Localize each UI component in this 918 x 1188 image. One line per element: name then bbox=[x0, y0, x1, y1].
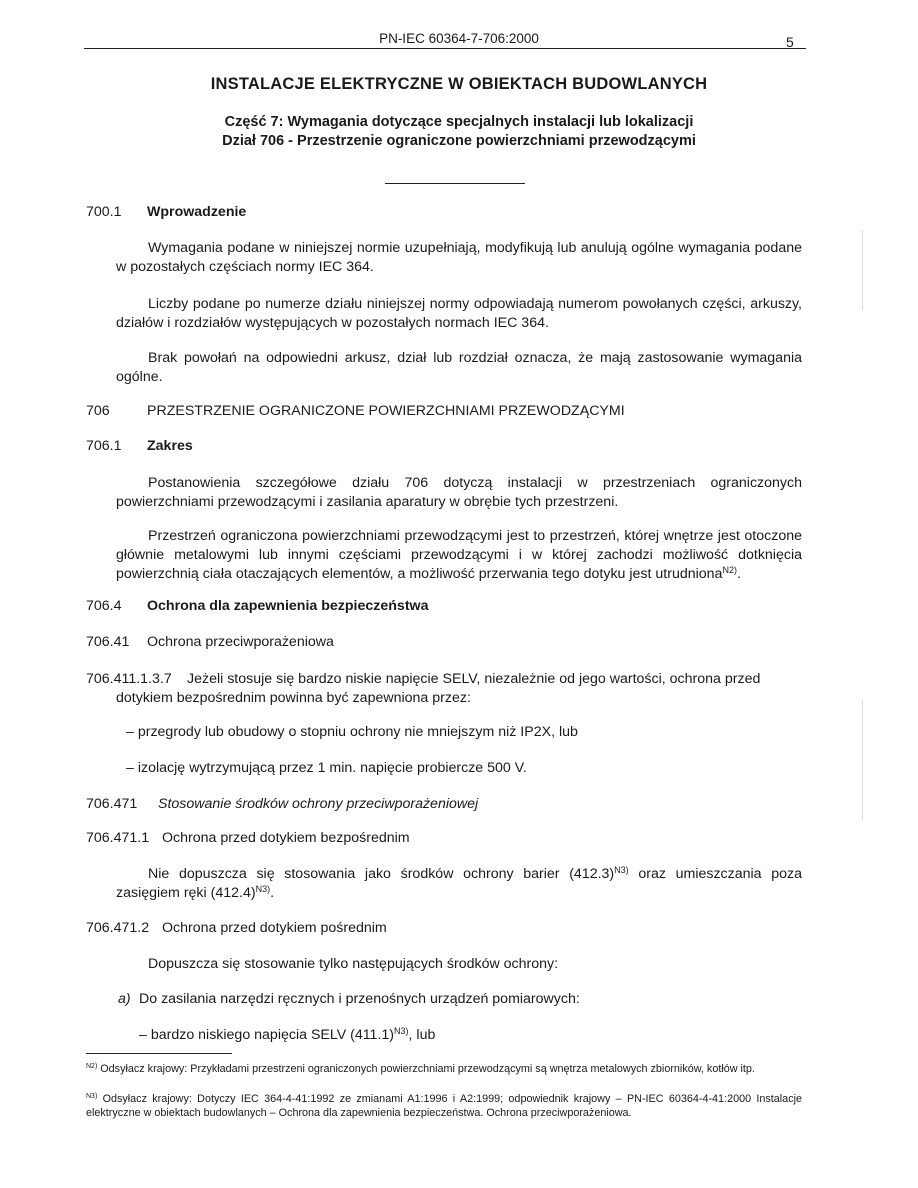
section-heading: Ochrona przed dotykiem bezpośrednim bbox=[162, 830, 410, 846]
document-title: INSTALACJE ELEKTRYCZNE W OBIEKTACH BUDOWLANYCH bbox=[210, 75, 708, 93]
footnote-mark: N2) bbox=[86, 1063, 98, 1070]
section-number: 706 bbox=[86, 403, 110, 419]
footnote: $^{N3)}$ Odsyłacz krajowy: Dotyczy IEC 364-4-41:1992 ze zmianami A1:1996 i A2:1999; odpowiednik krajowy – PN-IEC 60364-4-41:2000 Instalacje elektryczne w obiektach budowlanych – Ochrona dla zapewnienia bezpieczeństwa. Ochrona przeciwporażeniowa. bbox=[86, 1093, 802, 1119]
section-heading: PRZESTRZENIE OGRANICZONE POWIERZCHNIAMI PRZEWODZĄCYMI bbox=[147, 403, 625, 419]
clause-text-line2: dotykiem bezpośrednim powinna być zapewniona przez: bbox=[116, 690, 471, 706]
section-heading: Ochrona przeciwporażeniowa bbox=[147, 634, 334, 650]
list-item: – przegrody lub obudowy o stopniu ochrony nie mniejszym niż IP2X, lub bbox=[126, 724, 578, 740]
subtitle-section: Dział 706 - Przestrzenie ograniczone powierzchniami przewodzącymi bbox=[222, 133, 696, 149]
section-heading: Ochrona przed dotykiem pośrednim bbox=[162, 920, 387, 936]
section-number: 706.4 bbox=[86, 598, 122, 614]
list-item: – bardzo niskiego napięcia SELV $(411.1)^{N3)}$, lub bbox=[139, 1026, 436, 1043]
paragraph: Liczby podane po numerze działu niniejszej normy odpowiadają numerom powołanych części, arkuszy, działów i rozdziałów występujących w pozostałych normach IEC 364. bbox=[116, 296, 802, 331]
footnote: $^{N2)}$ Odsyłacz krajowy: Przykładami przestrzeni ograniczonych powierzchniami przewodzącymi są wnętrza metalowych zbiorników, kotłów itp. bbox=[86, 1063, 755, 1075]
paragraph: Dopuszcza się stosowanie tylko następujących środków ochrony: bbox=[148, 956, 559, 972]
section-heading: Ochrona dla zapewnienia bezpieczeństwa bbox=[147, 598, 429, 614]
section-heading: Zakres bbox=[147, 438, 193, 454]
section-number: 706.411.1.3.7 bbox=[86, 671, 172, 687]
footnote-ref[interactable]: N3) bbox=[394, 1026, 409, 1036]
paragraph: Brak powołań na odpowiedni arkusz, dział lub rozdział oznacza, że mają zastosowanie wymagania ogólne. bbox=[116, 350, 802, 385]
footnote-ref[interactable]: N2) bbox=[722, 565, 737, 575]
footnote-rule bbox=[86, 1053, 232, 1054]
footnote-mark: N3) bbox=[86, 1093, 98, 1100]
document-reference: PN-IEC 60364-7-706:2000 bbox=[379, 31, 539, 46]
paragraph: Wymagania podane w niniejszej normie uzupełniają, modyfikują lub anulują ogólne wymagania podane w pozostałych częściach normy IEC 364. bbox=[116, 240, 802, 275]
list-item: – izolację wytrzymującą przez 1 min. napięcie probiercze 500 V. bbox=[126, 760, 527, 776]
header-rule bbox=[84, 48, 806, 49]
section-number: 706.41 bbox=[86, 634, 130, 650]
footnote-ref[interactable]: N3) bbox=[614, 865, 629, 875]
scan-margin-mark bbox=[862, 700, 863, 820]
paragraph: Nie dopuszcza się stosowania jako środków ochrony barier $(412.3)^{N3)}$ oraz umieszczania poza zasięgiem ręki $(412.4)^{N3)}$. bbox=[116, 865, 802, 901]
list-label: a) bbox=[118, 991, 131, 1007]
section-number: 706.471.1 bbox=[86, 830, 150, 846]
clause-text-line1: Jeżeli stosuje się bardzo niskie napięcie SELV, niezależnie od jego wartości, ochrona przed bbox=[187, 671, 761, 687]
scan-margin-mark bbox=[862, 230, 863, 310]
subtitle-part: Część 7: Wymagania dotyczące specjalnych instalacji lub lokalizacji bbox=[224, 114, 694, 130]
section-number: 700.1 bbox=[86, 204, 122, 220]
section-number: 706.471 bbox=[86, 796, 138, 812]
footnote-ref[interactable]: N3) bbox=[255, 884, 271, 894]
paragraph: Przestrzeń ograniczona powierzchniami przewodzącymi jest to przestrzeń, której wnętrze jest otoczone głównie metalowymi lub innymi częściami przewodzącymi i w której zachodzi możliwość dotknięcia powierzchnią ciała otaczających elementów, a możliwość przerwania tego dotyku jest utrudniona$^{N2)}$. bbox=[116, 528, 802, 582]
paragraph: Postanowienia szczegółowe działu 706 dotyczą instalacji w przestrzeniach ograniczonych powierzchniami przewodzącymi i zasilania aparatury w obrębie tych przestrzeni. bbox=[116, 475, 802, 510]
section-heading: Wprowadzenie bbox=[147, 204, 247, 220]
page-number: 5 bbox=[786, 34, 794, 50]
title-separator bbox=[385, 183, 525, 184]
section-heading: Stosowanie środków ochrony przeciwporażeniowej bbox=[158, 796, 479, 812]
section-number: 706.471.2 bbox=[86, 920, 150, 936]
list-item: Do zasilania narzędzi ręcznych i przenośnych urządzeń pomiarowych: bbox=[139, 991, 580, 1007]
section-number: 706.1 bbox=[86, 438, 122, 454]
